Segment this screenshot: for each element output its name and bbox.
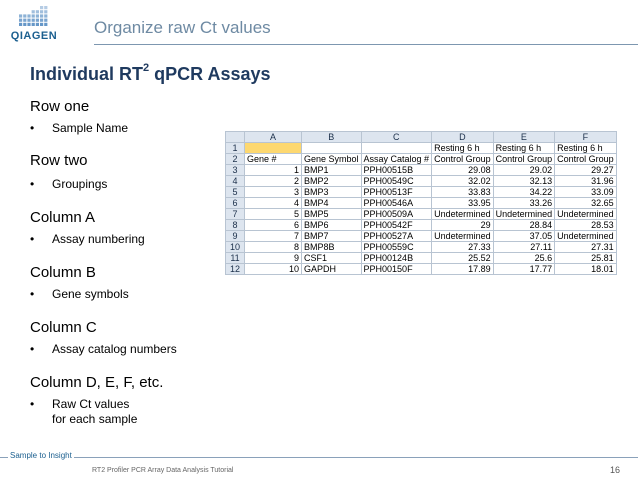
bullet-text-line2: for each sample <box>52 412 138 426</box>
table-cell[interactable]: 37.05 <box>493 231 555 242</box>
table-cell[interactable]: Resting 6 h <box>555 143 617 154</box>
table-cell[interactable]: 29.27 <box>555 165 617 176</box>
logo-dot <box>44 10 47 13</box>
row-header[interactable]: 6 <box>226 198 245 209</box>
bullet-text: Groupings <box>52 177 108 191</box>
logo-dot <box>23 19 26 22</box>
logo-dot <box>36 10 39 13</box>
logo-dot <box>32 23 35 26</box>
page-number: 16 <box>610 465 621 475</box>
table-cell[interactable]: Resting 6 h <box>432 143 494 154</box>
table-row <box>226 143 617 154</box>
spreadsheet <box>225 131 617 275</box>
logo-dot <box>44 19 47 22</box>
table-cell[interactable]: 17.89 <box>432 264 494 275</box>
section-heading-column-b: Column B <box>30 264 96 281</box>
table-row <box>226 187 617 198</box>
table-cell[interactable]: 9 <box>245 253 302 264</box>
table-cell[interactable]: Undetermined <box>432 209 494 220</box>
table-cell[interactable]: 32.13 <box>493 176 555 187</box>
row-header[interactable]: 12 <box>226 264 245 275</box>
logo-dot <box>40 10 43 13</box>
section-heading-column-c: Column C <box>30 319 97 336</box>
logo-dot <box>32 14 35 17</box>
table-row <box>226 220 617 231</box>
table-cell[interactable]: Assay Catalog # <box>361 154 432 165</box>
table-cell[interactable]: Gene Symbol <box>302 154 362 165</box>
table-cell[interactable]: BMP4 <box>302 198 362 209</box>
logo-dot <box>19 14 22 17</box>
bullet-marker: • <box>30 397 35 411</box>
table-cell[interactable] <box>245 143 302 154</box>
bullet-marker: • <box>30 121 35 135</box>
table-cell[interactable]: 28.84 <box>493 220 555 231</box>
table-cell[interactable]: 27.31 <box>555 242 617 253</box>
select-all-corner[interactable] <box>226 132 245 143</box>
column-header-e[interactable]: E <box>493 132 555 143</box>
table-cell[interactable]: Resting 6 h <box>493 143 555 154</box>
table-cell[interactable]: Control Group <box>493 154 555 165</box>
row-header[interactable]: 1 <box>226 143 245 154</box>
table-cell[interactable]: PPH00546A <box>361 198 432 209</box>
table-cell[interactable]: 25.6 <box>493 253 555 264</box>
logo-dot <box>27 19 30 22</box>
table-row <box>226 198 617 209</box>
bullet-row-one <box>30 121 128 135</box>
table-cell[interactable]: PPH00559C <box>361 242 432 253</box>
row-header[interactable]: 4 <box>226 176 245 187</box>
table-row <box>226 231 617 242</box>
logo-dot <box>32 10 35 13</box>
table-cell[interactable]: PPH00509A <box>361 209 432 220</box>
table-cell[interactable]: BMP5 <box>302 209 362 220</box>
table-cell[interactable]: 7 <box>245 231 302 242</box>
row-header[interactable]: 2 <box>226 154 245 165</box>
bullet-marker: • <box>30 177 35 191</box>
table-cell[interactable]: PPH00549C <box>361 176 432 187</box>
table-cell[interactable] <box>361 143 432 154</box>
table-cell[interactable]: 25.52 <box>432 253 494 264</box>
table-cell[interactable]: GAPDH <box>302 264 362 275</box>
table-cell[interactable]: CSF1 <box>302 253 362 264</box>
slide-title-part2: qPCR Assays <box>149 64 271 84</box>
section-heading-column-a: Column A <box>30 209 96 226</box>
table-row <box>226 209 617 220</box>
table-cell[interactable]: 33.95 <box>432 198 494 209</box>
table-cell[interactable]: Undetermined <box>432 231 494 242</box>
table-row <box>226 264 617 275</box>
logo-dot <box>19 19 22 22</box>
table-cell[interactable]: 25.81 <box>555 253 617 264</box>
row-header[interactable]: 8 <box>226 220 245 231</box>
slide-title-part1: Individual RT <box>30 64 144 84</box>
table-cell[interactable]: 33.09 <box>555 187 617 198</box>
bullet-marker: • <box>30 287 35 301</box>
logo-dot <box>44 14 47 17</box>
spreadsheet-column-header-row <box>226 132 617 143</box>
table-cell[interactable]: Gene # <box>245 154 302 165</box>
column-header-f[interactable]: F <box>555 132 617 143</box>
logo-text: QIAGEN <box>10 30 58 42</box>
bullet-column-a <box>30 232 145 246</box>
logo-dot <box>36 14 39 17</box>
logo-dot <box>44 23 47 26</box>
logo-dot <box>40 14 43 17</box>
section-heading-row-one: Row one <box>30 98 90 115</box>
footer-title: RT2 Profiler PCR Array Data Analysis Tutorial <box>92 467 234 474</box>
bullet-text: Assay numbering <box>52 232 145 246</box>
footer-divider <box>0 457 638 458</box>
table-cell[interactable]: 5 <box>245 209 302 220</box>
table-cell[interactable]: Undetermined <box>555 231 617 242</box>
table-cell[interactable]: BMP2 <box>302 176 362 187</box>
logo-dot <box>40 6 43 9</box>
table-cell[interactable]: 17.77 <box>493 264 555 275</box>
logo-dot <box>23 14 26 17</box>
table-cell[interactable]: 10 <box>245 264 302 275</box>
header-divider <box>94 44 638 45</box>
table-cell[interactable]: Undetermined <box>555 209 617 220</box>
table-cell[interactable]: Undetermined <box>493 209 555 220</box>
table-cell[interactable]: 2 <box>245 176 302 187</box>
table-row <box>226 165 617 176</box>
logo-dot <box>40 23 43 26</box>
bullet-marker: • <box>30 232 35 246</box>
table-cell[interactable]: 34.22 <box>493 187 555 198</box>
table-cell[interactable]: 6 <box>245 220 302 231</box>
table-row <box>226 176 617 187</box>
logo-dot <box>19 23 22 26</box>
table-cell[interactable]: 33.83 <box>432 187 494 198</box>
table-cell[interactable]: PPH00542F <box>361 220 432 231</box>
column-header-a[interactable]: A <box>245 132 302 143</box>
table-cell[interactable]: PPH00150F <box>361 264 432 275</box>
table-row <box>226 253 617 264</box>
table-cell[interactable]: PPH00513F <box>361 187 432 198</box>
row-header[interactable]: 9 <box>226 231 245 242</box>
logo-dot <box>27 14 30 17</box>
table-cell[interactable]: BMP3 <box>302 187 362 198</box>
column-header-d[interactable]: D <box>432 132 494 143</box>
bullet-column-c <box>30 342 177 356</box>
column-header-c[interactable]: C <box>361 132 432 143</box>
footer-tagline: Sample to Insight <box>10 451 72 460</box>
table-cell[interactable]: 8 <box>245 242 302 253</box>
table-cell[interactable]: BMP8B <box>302 242 362 253</box>
table-cell[interactable]: 32.02 <box>432 176 494 187</box>
logo-dot <box>23 23 26 26</box>
table-cell[interactable]: Control Group <box>555 154 617 165</box>
table-cell[interactable]: 3 <box>245 187 302 198</box>
table-cell[interactable]: 1 <box>245 165 302 176</box>
bullet-column-def <box>30 397 138 426</box>
table-cell[interactable]: 4 <box>245 198 302 209</box>
section-heading-column-def: Column D, E, F, etc. <box>30 374 164 391</box>
table-cell[interactable]: 27.33 <box>432 242 494 253</box>
bullet-text: Sample Name <box>52 121 129 135</box>
bullet-marker: • <box>30 342 35 356</box>
table-cell[interactable]: 29.08 <box>432 165 494 176</box>
table-cell[interactable]: PPH00124B <box>361 253 432 264</box>
column-header-b[interactable]: B <box>302 132 362 143</box>
logo-dot <box>36 23 39 26</box>
row-header[interactable]: 7 <box>226 209 245 220</box>
row-header[interactable]: 10 <box>226 242 245 253</box>
table-cell[interactable]: 31.96 <box>555 176 617 187</box>
table-cell[interactable]: PPH00527A <box>361 231 432 242</box>
logo-dot <box>44 6 47 9</box>
logo-dot <box>36 19 39 22</box>
bullet-text: Gene symbols <box>52 287 129 301</box>
slide-header-title: Organize raw Ct values <box>94 18 271 37</box>
table-cell[interactable]: BMP6 <box>302 220 362 231</box>
bullet-column-b <box>30 287 129 301</box>
table-cell[interactable] <box>302 143 362 154</box>
table-row <box>226 154 617 165</box>
table-cell[interactable]: Control Group <box>432 154 494 165</box>
bullet-row-two <box>30 177 107 191</box>
logo-dot <box>40 19 43 22</box>
slide-title-superscript: 2 <box>143 62 150 74</box>
logo-dot-grid-icon <box>19 6 49 28</box>
table-cell[interactable]: 18.01 <box>555 264 617 275</box>
logo-dot <box>27 23 30 26</box>
slide-title <box>30 64 271 85</box>
table-cell[interactable]: BMP7 <box>302 231 362 242</box>
table-cell[interactable]: 28.53 <box>555 220 617 231</box>
qiagen-logo <box>10 6 58 48</box>
row-header[interactable]: 5 <box>226 187 245 198</box>
table-cell[interactable]: PPH00515B <box>361 165 432 176</box>
row-header[interactable]: 11 <box>226 253 245 264</box>
row-header[interactable]: 3 <box>226 165 245 176</box>
table-cell[interactable]: 27.11 <box>493 242 555 253</box>
table-cell[interactable]: 32.65 <box>555 198 617 209</box>
logo-dot <box>32 19 35 22</box>
table-cell[interactable]: 29.02 <box>493 165 555 176</box>
table-row <box>226 242 617 253</box>
section-heading-row-two: Row two <box>30 152 88 169</box>
bullet-text: Assay catalog numbers <box>52 342 177 356</box>
bullet-text: Raw Ct values <box>52 397 130 411</box>
table-cell[interactable]: 29 <box>432 220 494 231</box>
table-cell[interactable]: BMP1 <box>302 165 362 176</box>
table-cell[interactable]: 33.26 <box>493 198 555 209</box>
